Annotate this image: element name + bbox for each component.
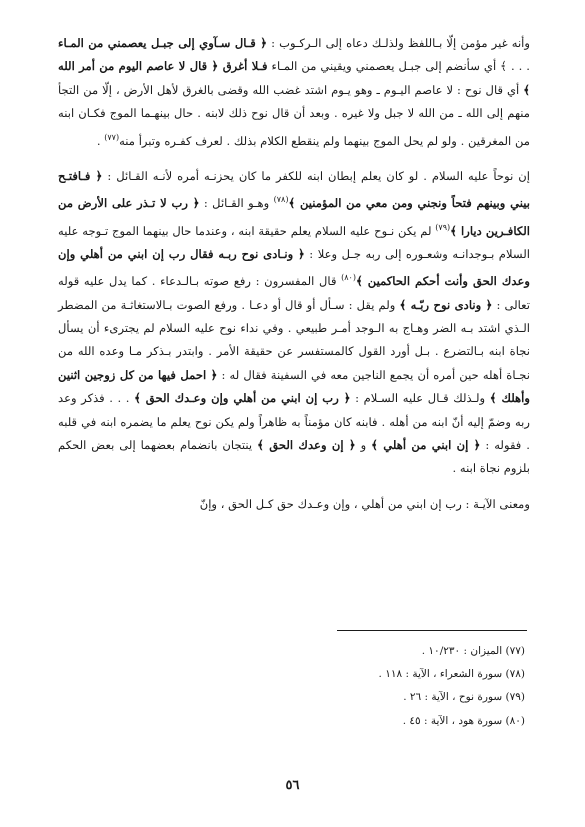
paragraph-1 [58,32,530,153]
text-run: . . . ﴾ أي سأنضم إلى جبـل يعصمني ويقيني من المـاء [267,59,530,74]
text-run: إن نوحاً عليه السلام . لو كان يعلم إبطان ابنه للكفر ما كان يحزنـه أمره لأنـه القـائل : [102,168,530,183]
footnote-ref: (٨٠) [341,273,356,283]
footnote-ref: (٧٩) [435,222,451,232]
quran-quote: فـلا أغرق ﴿ قال لا عاصم اليوم من أمر الله ﴾ [58,59,530,97]
text-run: وهـو القـائل : [199,196,274,211]
text-run: . . . فذكر وعد ربه وضمّ إليه أنّ ابنه من أهله . فابنه كان مؤمناً به ظاهراً ولم يكن نوح يعلم ما يضمره ابنه في قلبه . فقوله : [58,391,530,452]
quran-quote: ﴿ رب إن ابني من أهلي وإن وعـدك الحق ﴾ [134,391,351,406]
footnote-divider [337,630,527,631]
quran-quote: ﴿ إن ابني من أهلي ﴾ [371,437,481,452]
text-run: ومعنى الآيـة : رب إن ابني من أهلي ، وإن وعـدك حق كـل الحق ، وإنّ [199,496,530,511]
footnote-78: (٧٨) سورة الشعراء ، الآية : ١١٨ . [378,668,525,681]
quran-quote: ﴿ ونـادى نوح ربـه فقال رب إن ابني من أهلي وإن وعدك الحق وأنت أحكم الحاكمين ﴾ [58,246,530,289]
quran-quote: ﴿ ونادى نوح ربّـه ﴾ [399,297,493,312]
text-run: ولم يقل : سـأل أو قال أو دعـا . ورفع الصوت بـالاستغاثـة من المضطر الـذي اشتد بـه الضر وهـاج به الـوجد أمـر طبيعي . وفي نداء نوح عليه السلام لم يجترىء أن يسأل نجاة ابنه بـالتضرع . بـل أورد القول كالمستفسر عن حقيقة الأمر . وابتدر بـذكر مـا وعده الله من نجـاة أهله حين أمره أن يجمع الناجين معه في السفينة فقال له : [58,297,531,382]
text-run: أي قال نوح : لا عاصم اليـوم ـ وهو يـوم اشتد غضب الله وقضى بالغرق لأهل الأرض ، إلّا من التجأ منهم إلى الله ـ من الله لا جبل ولا غيره . وبعد أن قال نوح ذلك لابنه . حال بينهـما الموج فكـان ابنه من المغرقين . ولو لم يحل الموج بينهما ولم ينقطع الكلام بذلك . لعرف كفـره وتبرأ منه [58,82,530,148]
text-run: وأنه غير مؤمن إلّا بـاللفظ ولذلـك دعاه إلى الـركـوب : [267,36,530,50]
main-text [58,32,530,516]
footnote-80: (٨٠) سورة هود ، الآية : ٤٥ . [402,714,525,727]
text-run: . [96,133,105,148]
quran-quote: ﴿ فـافتـح بيني وبينهم فتحاً ونجني ومن معي من المؤمنين ﴾ [58,168,530,211]
paragraph-2 [58,165,530,481]
paragraph-3 [58,493,530,516]
footnote-79: (٧٩) سورة نوح ، الآية : ٢٦ . [403,691,525,704]
footnote-ref: (٧٧) [104,132,120,142]
quran-quote: ﴿ قـال سـآوي إلى جبـل يعصمني من المـاء [58,36,268,50]
quran-quote: ﴿ رب لا تـذر على الأرض من الكافـرين ديارا ﴾ [58,196,531,238]
footnote-ref: (٧٨) [273,195,289,205]
text-run: ولـذلك قـال عليه السـلام : [350,391,490,406]
text-run: و [355,437,372,452]
footnote-77: (٧٧) الميزان : ١٠/٢٣٠ . [421,645,525,657]
text-run: قال المفسرون : رفع صوته بـالـدعاء . كما يدل عليه قوله تعالى : [58,274,531,312]
text-run: ينتجان بانضمام بعضهما إلى بعض الحكم بلزوم نجاة ابنه . [58,437,530,476]
quran-quote: ﴿ إن وعدك الحق ﴾ [257,437,356,452]
text-run: لم يكن نـوح عليه السلام يعلم حقيقة ابنه ، وعندما حال بينهما الموج تـوجه عليه السلام بـوجدانـه وشعـوره إلى ربه جـل وعلا : [58,223,530,261]
footnotes [225,640,525,733]
page-number: ٥٦ [285,778,300,793]
quran-quote: ﴿ احمل فيها من كل زوجين اثنين وأهلك ﴾ [58,367,530,406]
